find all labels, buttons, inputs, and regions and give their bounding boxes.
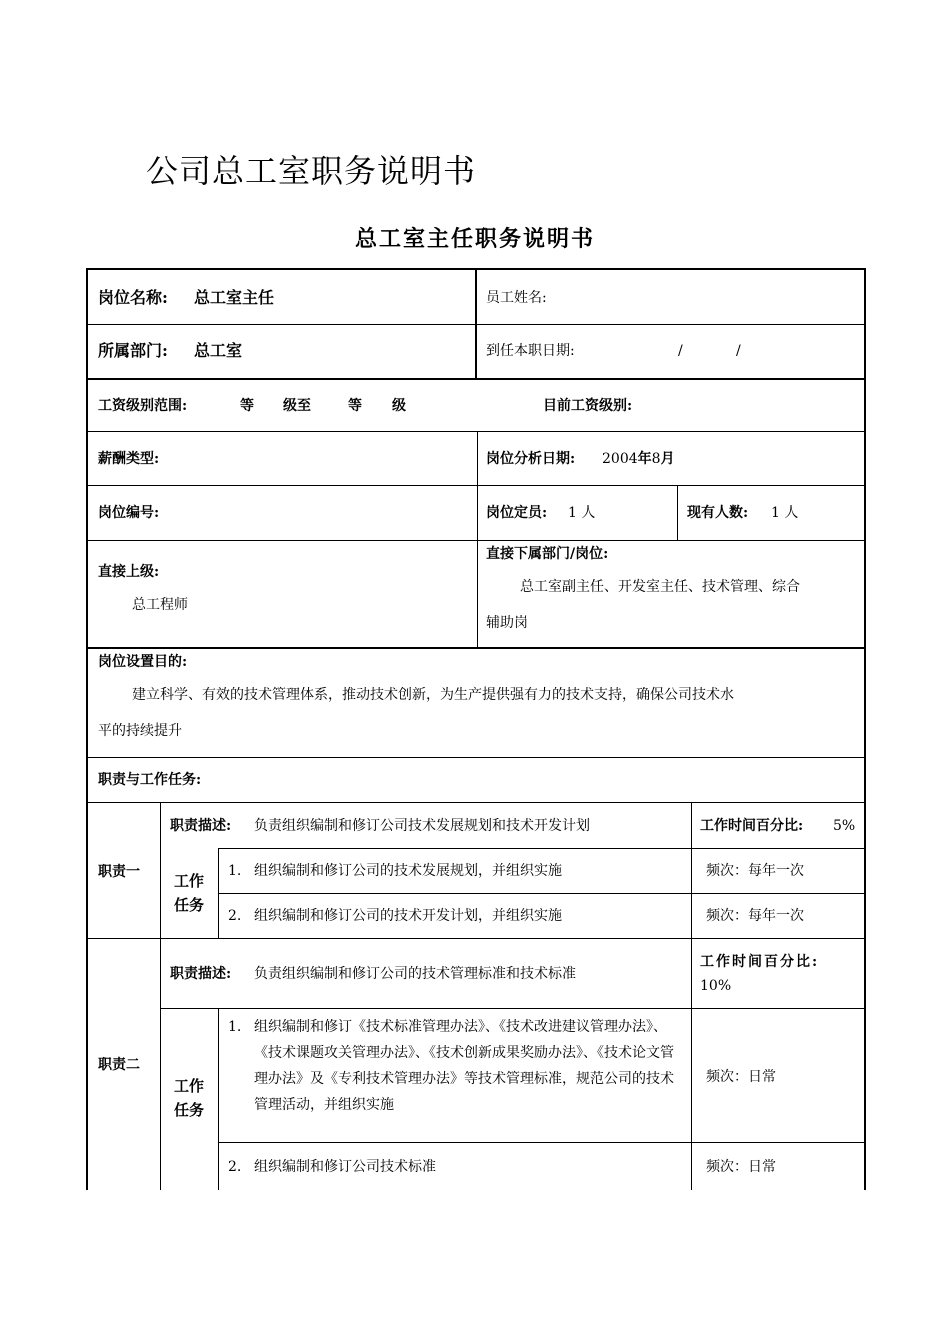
task-text: 组织编制和修订《技术标准管理办法》、《技术改进建议管理办法》、《技术课题攻关管理办法》、《技术创新成果奖励办法》、《技术论文管理办法》及《专利技术管理办法》等技术管理标准，规范公司的技术管理活动，并组织实施	[254, 1019, 674, 1113]
task-frequency: 频次：每年一次	[706, 863, 804, 879]
headcount-label: 岗位定员:	[486, 505, 548, 521]
duty-name: 职责二	[98, 1057, 140, 1073]
time-percent-value: 5%	[833, 818, 856, 834]
duty-name: 职责一	[98, 864, 140, 880]
salary-range-grade: 等	[348, 398, 362, 414]
salary-range-label: 工资级别范围:	[98, 398, 188, 414]
position-code-label: 岗位编号:	[98, 505, 160, 521]
document-title: 公司总工室职务说明书	[146, 152, 477, 190]
purpose-label: 岗位设置目的:	[98, 654, 188, 670]
duty-desc-label: 职责描述:	[170, 818, 232, 834]
analysis-date-label: 岗位分析日期:	[486, 451, 576, 467]
time-percent-label: 工作时间百分比:	[700, 954, 820, 970]
task-number: 2.	[228, 908, 242, 924]
task-number: 1.	[228, 1019, 242, 1035]
subordinates-line: 总工室副主任、开发室主任、技术管理、综合	[520, 579, 800, 595]
duty-desc: 负责组织编制和修订公司技术发展规划和技术开发计划	[254, 818, 590, 834]
department-value: 总工室	[194, 341, 243, 360]
salary-range-grade: 级至	[283, 398, 311, 414]
start-date-separator: /	[736, 343, 741, 359]
current-headcount-value: 1 人	[771, 505, 799, 521]
task-label: 任务	[174, 1101, 205, 1119]
salary-range-grade: 级	[392, 398, 406, 414]
subordinates-line: 辅助岗	[486, 615, 528, 631]
task-number: 1.	[228, 863, 242, 879]
duties-label: 职责与工作任务:	[98, 772, 202, 788]
pay-type-label: 薪酬类型:	[98, 451, 160, 467]
task-text: 组织编制和修订公司的技术发展规划，并组织实施	[254, 863, 562, 879]
task-label: 任务	[174, 896, 205, 914]
time-percent-label: 工作时间百分比:	[700, 818, 804, 834]
form-title: 总工室主任职务说明书	[354, 226, 595, 252]
salary-range-grade: 等	[240, 398, 254, 414]
task-frequency: 频次：每年一次	[706, 908, 804, 924]
task-frequency: 频次：日常	[706, 1159, 776, 1175]
task-text: 组织编制和修订公司的技术开发计划，并组织实施	[254, 908, 562, 924]
task-text: 组织编制和修订公司技术标准	[254, 1159, 436, 1175]
position-name-label: 岗位名称:	[98, 288, 168, 307]
purpose-text: 建立科学、有效的技术管理体系，推动技术创新，为生产提供强有力的技术支持，确保公司技术水	[132, 687, 734, 703]
headcount-value: 1 人	[568, 505, 596, 521]
task-label: 工作	[174, 872, 205, 890]
duty-desc: 负责组织编制和修订公司的技术管理标准和技术标准	[254, 966, 576, 982]
employee-name-label: 员工姓名:	[486, 290, 547, 306]
analysis-year: 2004	[602, 451, 638, 467]
task-label: 工作	[174, 1077, 205, 1095]
current-salary-label: 目前工资级别:	[543, 398, 633, 414]
superior-label: 直接上级:	[98, 564, 160, 580]
start-date-separator: /	[678, 343, 683, 359]
task-frequency: 频次：日常	[706, 1069, 776, 1085]
start-date-label: 到任本职日期:	[486, 343, 575, 359]
superior-value: 总工程师	[132, 597, 188, 613]
time-percent-value: 10%	[700, 978, 732, 994]
analysis-month: 8	[651, 451, 661, 467]
department-label: 所属部门:	[98, 341, 168, 360]
subordinates-label: 直接下属部门/岗位:	[486, 546, 609, 562]
job-description-form	[86, 268, 866, 1190]
duty-desc-label: 职责描述:	[170, 966, 232, 982]
analysis-date-value	[602, 449, 675, 469]
task-number: 2.	[228, 1159, 242, 1175]
current-headcount-label: 现有人数:	[687, 505, 749, 521]
position-name-value: 总工室主任	[194, 288, 275, 307]
analysis-month-unit: 月	[660, 451, 675, 467]
purpose-text: 平的持续提升	[98, 723, 182, 739]
analysis-year-unit: 年	[637, 451, 652, 467]
